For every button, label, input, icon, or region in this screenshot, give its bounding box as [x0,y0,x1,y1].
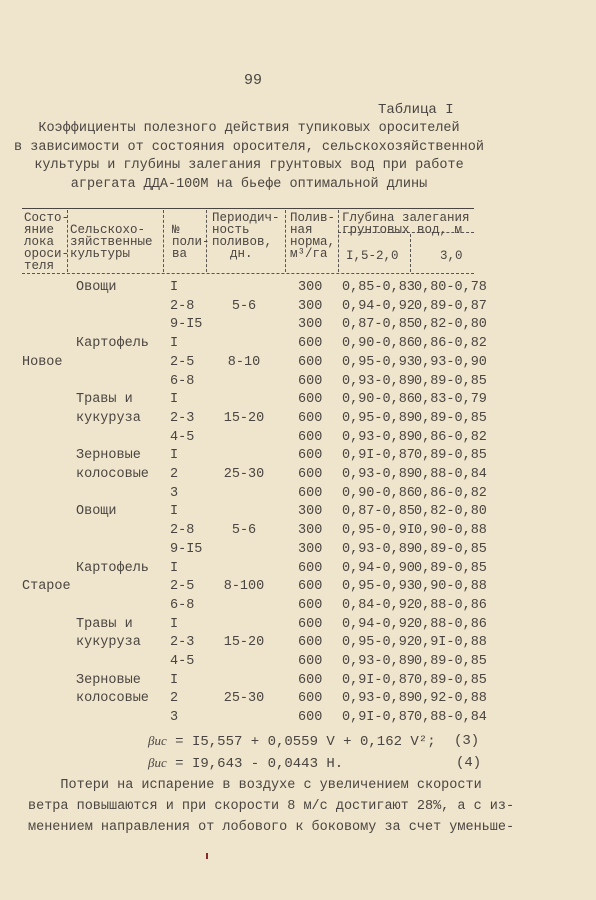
irrigation-period: 5-6 [231,298,257,314]
efficiency-depth-b: 0,82-0,80 [414,504,487,520]
crop-name: колосовые [76,691,149,707]
irrigation-number: I [170,672,179,688]
irrigation-period: 5-6 [231,523,257,539]
header-separator [338,210,339,272]
efficiency-depth-b: 0,82-0,80 [414,317,487,333]
efficiency-depth-b: 0,89-0,85 [414,410,487,426]
header-depth-b: 3,0 [440,249,463,263]
efficiency-depth-b: 0,88-0,84 [414,710,487,726]
caption-line: Коэффициенты полезного действия тупиковых оросителей [38,121,460,136]
irrigation-norm: 600 [298,560,323,576]
efficiency-depth-b: 0,89-0,85 [414,373,487,389]
irrigation-norm: 600 [298,392,323,408]
irrigation-norm: 300 [298,280,323,295]
formula-4-number: (4) [456,755,482,771]
crop-name: кукуруза [76,635,141,651]
irrigation-norm: 300 [298,523,323,539]
header-separator [285,210,286,272]
header-condition: Состо- яние лока ороси- теля [24,211,70,273]
formula-3: βис = I5,557 + 0,0559 V + 0,162 V²; [148,733,436,750]
irrigation-norm: 600 [298,579,323,595]
formula-4: βис = I9,643 - 0,0443 Н. [148,755,344,772]
crop-name: Травы и [76,392,133,408]
irrigation-norm: 600 [298,691,323,707]
efficiency-depth-b: 0,86-0,82 [414,485,487,501]
efficiency-depth-a: 0,9I-0,87 [342,672,415,688]
irrigation-norm: 600 [298,635,323,651]
table-top-rule [22,208,474,209]
efficiency-depth-a: 0,9I-0,87 [342,710,415,726]
efficiency-depth-a: 0,93-0,89 [342,429,415,445]
efficiency-depth-a: 0,95-0,9I [342,523,415,539]
irrigation-period: 25-30 [223,467,265,482]
efficiency-depth-a: 0,87-0,85 [342,504,415,520]
efficiency-depth-a: 0,90-0,86 [342,336,415,352]
efficiency-depth-a: 0,95-0,93 [342,579,415,595]
crop-name: Картофель [76,560,149,576]
irrigation-norm: 600 [298,354,323,370]
efficiency-depth-a: 0,93-0,89 [342,467,415,482]
irrigation-norm: 600 [298,448,323,464]
efficiency-depth-a: 0,93-0,89 [342,373,415,389]
irrigation-norm: 600 [298,616,323,632]
table-header-bottom-rule [22,273,474,274]
efficiency-depth-a: 0,95-0,92 [342,635,415,651]
irrigation-number: I [170,616,179,632]
irrigation-norm: 300 [298,317,323,333]
efficiency-depth-a: 0,87-0,85 [342,317,415,333]
header-depth-a: I,5-2,0 [346,249,399,263]
efficiency-depth-a: 0,95-0,93 [342,354,415,370]
header-irrigation-number: № поли- ва [172,223,210,261]
irrigation-norm: 600 [298,485,323,501]
irrigation-number: I [170,504,179,520]
efficiency-depth-b: 0,86-0,82 [414,429,487,445]
efficiency-depth-b: 0,88-0,84 [414,467,487,482]
irrigation-number: 6-8 [170,373,195,389]
crop-name: колосовые [76,467,149,482]
efficiency-depth-a: 0,93-0,89 [342,654,415,669]
crop-name: кукуруза [76,410,141,426]
efficiency-depth-a: 0,93-0,89 [342,541,415,557]
caption-line: агрегата ДДА-100М на бьефе оптимальной длины [70,176,428,192]
irrigation-norm: 600 [298,597,323,613]
irrigation-period: 15-20 [223,410,265,426]
irrigation-number: 9-I5 [170,541,203,557]
page-number: 99 [244,72,263,89]
header-irrigation-norm: Полив- ная норма, м³/га [290,211,336,261]
efficiency-depth-b: 0,90-0,88 [414,579,487,595]
header-groundwater-depth: Глубина залегания грунтовых вод, м [342,211,470,237]
irrigation-norm: 600 [298,336,323,352]
efficiency-depth-a: 0,94-0,90 [342,560,415,576]
irrigation-number: 2 [170,691,179,707]
table-caption [14,120,484,194]
efficiency-depth-b: 0,90-0,88 [414,523,487,539]
crop-name: Овощи [76,280,117,295]
efficiency-depth-a: 0,95-0,89 [342,410,415,426]
crop-name: Зерновые [76,672,141,688]
efficiency-depth-a: 0,90-0,86 [342,485,415,501]
irrigation-period: 8-10 [227,354,261,370]
irrigation-number: 2-8 [170,298,195,314]
efficiency-depth-b: 0,92-0,88 [414,691,487,707]
crop-name: Картофель [76,336,149,352]
caption-line: в зависимости от состояния оросителя, сельскохозяйственной [14,139,484,155]
efficiency-depth-b: 0,80-0,78 [414,280,487,295]
irrigation-norm: 600 [298,429,323,445]
irrigation-number: 3 [170,710,179,726]
irrigation-norm: 300 [298,504,323,520]
irrigation-number: 4-5 [170,429,195,445]
irrigation-norm: 300 [298,541,323,557]
irrigation-number: 2-3 [170,635,195,651]
efficiency-depth-b: 0,89-0,85 [414,560,487,576]
irrigation-period: 15-20 [223,635,265,651]
header-separator [163,210,164,272]
paragraph-line: менением направления от лобового к боковому за счет уменьше- [28,820,515,835]
irrigation-number: 6-8 [170,597,195,613]
efficiency-depth-b: 0,89-0,85 [414,654,487,669]
table-label: Таблица I [378,102,454,118]
efficiency-depth-b: 0,88-0,86 [414,597,487,613]
irrigation-norm: 600 [298,373,323,389]
irrigation-number: 9-I5 [170,317,203,333]
irrigation-norm: 600 [298,710,323,726]
condition-new: Новое [22,354,63,370]
header-crop: Сельскохо- зяйственные культуры [70,223,153,261]
efficiency-depth-b: 0,86-0,82 [414,336,487,352]
crop-name: Овощи [76,504,117,520]
crop-name: Травы и [76,616,133,632]
efficiency-depth-a: 0,93-0,89 [342,691,415,707]
efficiency-depth-b: 0,9I-0,88 [414,635,487,651]
caption-line: культуры и глубины залегания грунтовых вод при работе [34,158,464,173]
irrigation-number: I [170,280,179,295]
header-separator [410,234,411,272]
irrigation-number: I [170,392,179,408]
efficiency-depth-b: 0,89-0,85 [414,672,487,688]
efficiency-depth-b: 0,83-0,79 [414,392,487,408]
irrigation-norm: 600 [298,654,323,669]
efficiency-depth-b: 0,93-0,90 [414,354,487,370]
irrigation-norm: 300 [298,298,323,314]
irrigation-period: 25-30 [223,691,265,707]
header-periodicity: Периодич- ность поливов, дн. [212,211,280,261]
crop-name: Зерновые [76,448,141,464]
irrigation-number: 3 [170,485,179,501]
irrigation-number: I [170,560,179,576]
efficiency-depth-b: 0,88-0,86 [414,616,487,632]
efficiency-depth-a: 0,94-0,92 [342,616,415,632]
irrigation-norm: 600 [298,467,323,482]
irrigation-number: I [170,448,179,464]
body-paragraph [28,775,515,838]
irrigation-number: 2 [170,467,179,482]
irrigation-number: I [170,336,179,352]
irrigation-period: 8-100 [223,579,265,595]
efficiency-depth-a: 0,85-0,83 [342,280,415,295]
efficiency-depth-a: 0,84-0,92 [342,597,415,613]
paragraph-line: Потери на испарение в воздухе с увеличением скорости [28,778,482,793]
red-ink-mark [206,853,208,859]
irrigation-number: 4-5 [170,654,195,669]
irrigation-norm: 600 [298,410,323,426]
irrigation-norm: 600 [298,672,323,688]
irrigation-number: 2-5 [170,354,195,370]
efficiency-depth-a: 0,90-0,86 [342,392,415,408]
irrigation-number: 2-5 [170,579,195,595]
efficiency-depth-b: 0,89-0,85 [414,448,487,464]
irrigation-number: 2-8 [170,523,195,539]
paragraph-line: ветра повышаются и при скорости 8 м/с достигают 28%, а с из- [28,799,515,814]
efficiency-depth-b: 0,89-0,85 [414,541,487,557]
condition-old: Старое [22,579,71,595]
efficiency-depth-b: 0,89-0,87 [414,298,487,314]
formula-3-number: (3) [454,733,480,749]
efficiency-depth-a: 0,9I-0,87 [342,448,415,464]
efficiency-depth-a: 0,94-0,92 [342,298,415,314]
irrigation-number: 2-3 [170,410,195,426]
